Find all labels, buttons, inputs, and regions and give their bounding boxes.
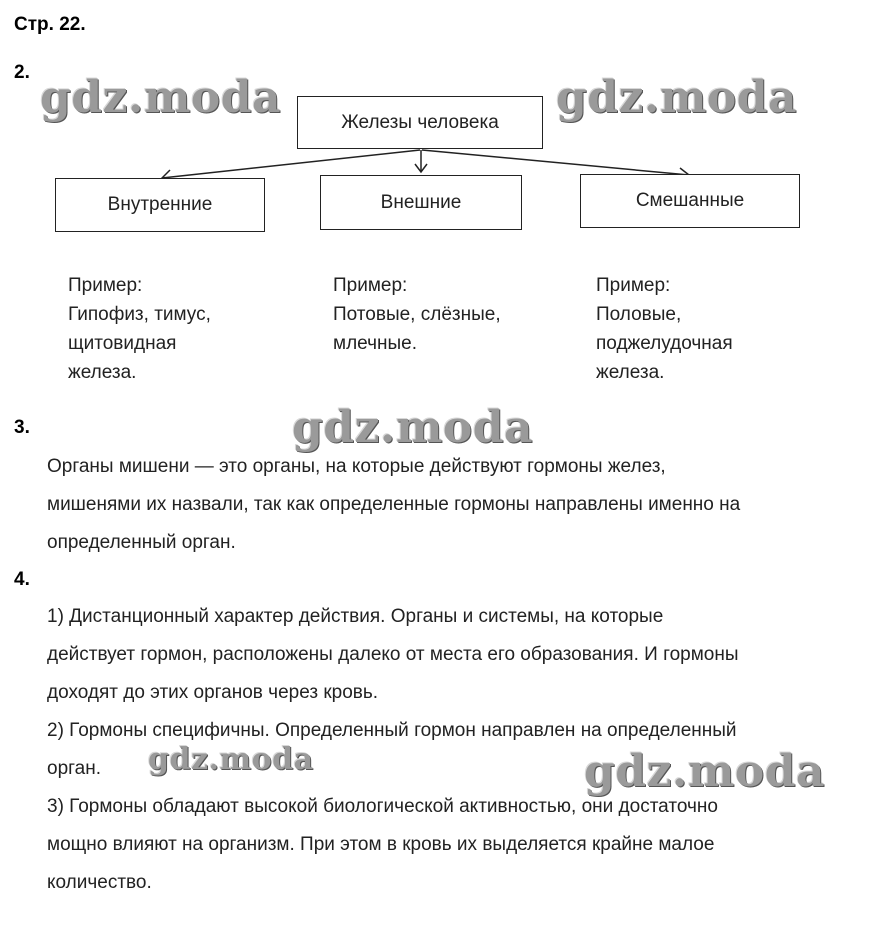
arrow-to-mixed — [422, 150, 689, 175]
diagram-root-box — [297, 96, 543, 149]
diagram-box-mixed — [580, 174, 800, 228]
text-line: доходят до этих органов через кровь. — [47, 682, 379, 703]
text-line: Органы мишени — это органы, на которые действуют гормоны желез, — [47, 456, 666, 477]
diagram-box-internal — [55, 178, 265, 232]
task-3-text — [47, 448, 740, 562]
watermark-logo: gdz.moda — [40, 72, 282, 123]
text-line: 3) Гормоны обладают высокой биологической активностью, они достаточно — [47, 796, 718, 817]
example-line: поджелудочная — [596, 333, 733, 354]
arrow-to-internal — [162, 150, 420, 178]
text-line: орган. — [47, 758, 101, 779]
task-2-number: 2. — [14, 62, 30, 83]
text-line: количество. — [47, 872, 152, 893]
diagram-box-external — [320, 175, 522, 230]
example-internal — [68, 271, 211, 387]
diagram-root-label: Железы человека — [341, 111, 499, 133]
diagram-box-external-label: Внешние — [380, 191, 462, 213]
example-line: щитовидная — [68, 333, 177, 354]
example-title: Пример: — [596, 275, 671, 296]
text-line: 1) Дистанционный характер действия. Органы и системы, на которые — [47, 606, 664, 627]
example-line: Гипофиз, тимус, — [68, 304, 211, 325]
text-line: мишенями их назвали, так как определенные гормоны направлены именно на — [47, 494, 741, 515]
watermark-logo: gdz.moda — [292, 402, 534, 453]
text-line: определенный орган. — [47, 532, 236, 553]
example-line: Потовые, слёзные, — [333, 304, 501, 325]
text-line: 2) Гормоны специфичны. Определенный гормон направлен на определенный — [47, 720, 737, 741]
diagram-box-mixed-label: Смешанные — [635, 190, 745, 211]
example-title: Пример: — [333, 275, 408, 296]
task-4-number: 4. — [14, 569, 30, 590]
example-line: Половые, — [596, 304, 682, 325]
text-line: действует гормон, расположены далеко от места его образования. И гормоны — [47, 644, 739, 665]
text-line: мощно влияют на организм. При этом в кровь их выделяется крайне малое — [47, 834, 715, 855]
watermark-logo: gdz.moda — [148, 742, 314, 777]
example-external — [333, 271, 501, 358]
task-3-number: 3. — [14, 417, 30, 438]
example-line: железа. — [68, 362, 137, 383]
diagram-box-internal-label: Внутренние — [107, 194, 213, 215]
example-title: Пример: — [68, 275, 143, 296]
page-title: Стр. 22. — [14, 14, 86, 35]
example-line: млечные. — [333, 333, 417, 354]
example-line: железа. — [596, 362, 665, 383]
watermark-logo: gdz.moda — [584, 746, 826, 797]
watermark-logo: gdz.moda — [556, 72, 798, 123]
example-mixed — [596, 271, 733, 387]
